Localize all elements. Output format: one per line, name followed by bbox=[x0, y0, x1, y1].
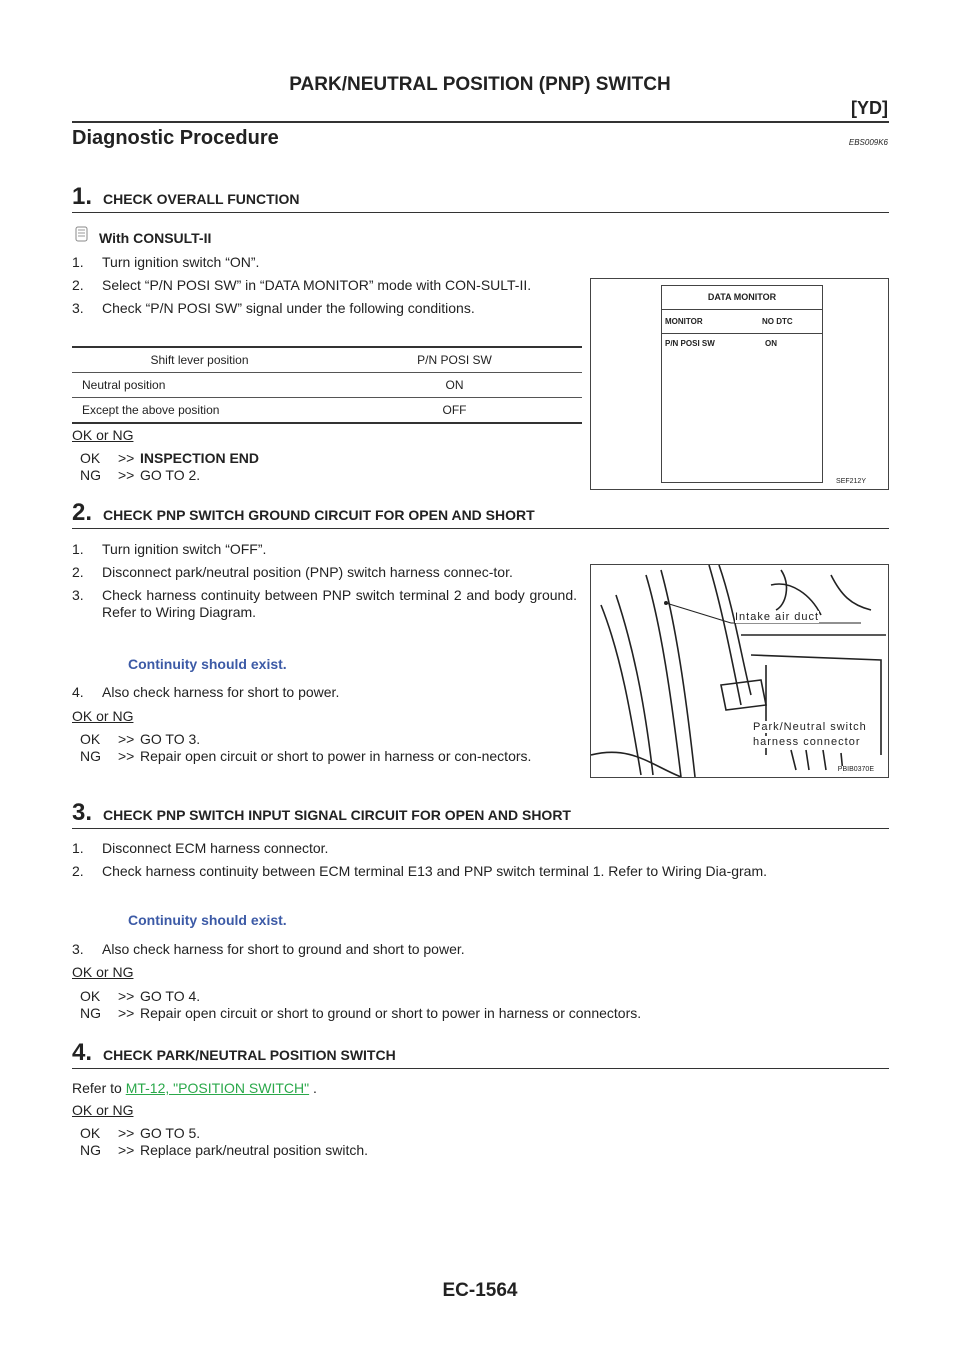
list-item: 4. Also check harness for short to power. bbox=[72, 684, 340, 700]
table-header-row: Shift lever position P/N POSI SW bbox=[72, 347, 582, 373]
data-monitor-figure bbox=[590, 278, 889, 490]
monitor-screen bbox=[661, 285, 823, 483]
list-item: 3. Also check harness for short to ground and short to power. bbox=[72, 941, 465, 957]
step-number: 2. bbox=[72, 499, 93, 526]
list-item: 1. Turn ignition switch “ON”. bbox=[72, 254, 260, 270]
table-row: Except the above position OFF bbox=[72, 398, 582, 424]
position-switch-link[interactable]: MT-12, "POSITION SWITCH" bbox=[125, 1080, 310, 1096]
monitor-title: DATA MONITOR bbox=[662, 286, 822, 310]
step-1-list bbox=[72, 254, 577, 323]
monitor-item: P/N POSI SW bbox=[665, 339, 715, 348]
step-3-list bbox=[72, 840, 889, 886]
signal-table bbox=[72, 346, 582, 424]
page-number: EC-1564 bbox=[442, 1280, 518, 1301]
consult-icon bbox=[72, 224, 94, 246]
engine-code: [YD] bbox=[851, 98, 888, 118]
monitor-value: ON bbox=[765, 339, 777, 348]
ok-ng-label: OK or NG bbox=[72, 708, 134, 724]
callout-intake-duct: Intake air duct bbox=[735, 611, 820, 623]
step-1-results: OK >> INSPECTION END NG >> GO TO 2. bbox=[80, 450, 260, 483]
step-title: CHECK PNP SWITCH INPUT SIGNAL CIRCUIT FOR OPEN AND SHORT bbox=[103, 807, 571, 823]
step-2-list-extra bbox=[72, 684, 577, 707]
section-code: EBS009K6 bbox=[848, 138, 888, 147]
section-title: Diagnostic Procedure bbox=[72, 127, 279, 149]
step-4-heading bbox=[72, 1040, 889, 1069]
step-2-heading bbox=[72, 500, 889, 529]
callout-pnp-connector: Park/Neutral switch bbox=[753, 721, 867, 733]
list-item: 1. Turn ignition switch “OFF”. bbox=[72, 541, 267, 557]
page-header-title: PARK/NEUTRAL POSITION (PNP) SWITCH bbox=[289, 74, 671, 95]
monitor-status: NO DTC bbox=[762, 317, 793, 326]
list-item: 1. Disconnect ECM harness connector. bbox=[72, 840, 329, 856]
continuity-spec: Continuity should exist. bbox=[128, 912, 287, 928]
list-item: 3. Check “P/N POSI SW” signal under the following conditions. bbox=[72, 300, 475, 316]
step-title: CHECK PARK/NEUTRAL POSITION SWITCH bbox=[103, 1047, 396, 1063]
figure-code: PBIB0370E bbox=[837, 766, 874, 773]
monitor-column: MONITOR bbox=[665, 317, 703, 326]
step-3-heading bbox=[72, 800, 889, 829]
step-3-results: OK >> GO TO 4. NG >> Repair open circuit or short to ground or short to power in harness or connectors. bbox=[80, 988, 642, 1021]
callout-pnp-connector-2: harness connector bbox=[753, 736, 861, 748]
list-item: 2. Disconnect park/neutral position (PNP) switch harness connec-tor. bbox=[72, 564, 513, 580]
continuity-spec: Continuity should exist. bbox=[128, 656, 287, 672]
step-2-list bbox=[72, 541, 577, 627]
table-row: Neutral position ON bbox=[72, 373, 582, 398]
step-number: 4. bbox=[72, 1039, 93, 1066]
consult-label: With CONSULT-II bbox=[99, 230, 212, 246]
step-3-list-extra bbox=[72, 941, 889, 964]
list-item: 2. Select “P/N POSI SW” in “DATA MONITOR” mode with CON-SULT-II. bbox=[72, 277, 532, 293]
ok-ng-label: OK or NG bbox=[72, 427, 134, 443]
ok-ng-label: OK or NG bbox=[72, 964, 134, 980]
refer-line: Refer to MT-12, "POSITION SWITCH" . bbox=[72, 1080, 317, 1096]
step-2-results: OK >> GO TO 3. NG >> Repair open circuit or short to power in harness or con-nectors. bbox=[80, 731, 532, 764]
step-number: 1. bbox=[72, 183, 93, 210]
list-item: 3. Check harness continuity between PNP switch terminal 2 and body ground. Refer to Wiring Diagram. bbox=[72, 587, 577, 620]
connector-location-figure bbox=[590, 564, 889, 778]
step-title: CHECK PNP SWITCH GROUND CIRCUIT FOR OPEN AND SHORT bbox=[103, 507, 535, 523]
list-item: 2. Check harness continuity between ECM terminal E13 and PNP switch terminal 1. Refer to Wiring Dia-gram. bbox=[72, 863, 768, 879]
header-rule bbox=[72, 121, 889, 123]
step-1-heading bbox=[72, 184, 889, 213]
figure-code: SEF212Y bbox=[836, 478, 866, 485]
ok-ng-label: OK or NG bbox=[72, 1102, 134, 1118]
step-title: CHECK OVERALL FUNCTION bbox=[103, 191, 300, 207]
step-number: 3. bbox=[72, 799, 93, 826]
step-4-results: OK >> GO TO 5. NG >> Replace park/neutral position switch. bbox=[80, 1125, 369, 1158]
